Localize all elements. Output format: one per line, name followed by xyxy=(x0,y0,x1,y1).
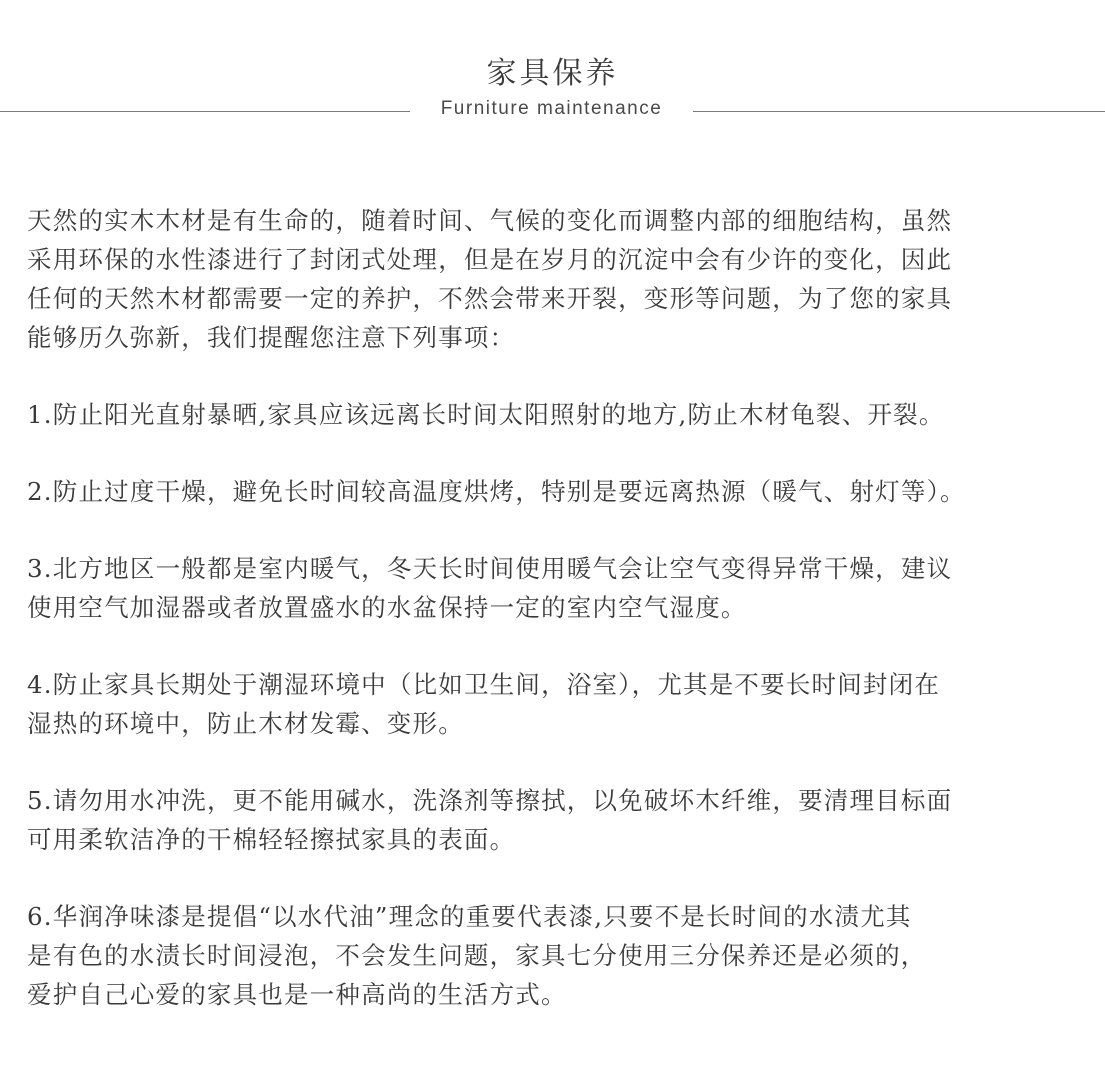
intro-line: 天然的实木木材是有生命的，随着时间、气候的变化而调整内部的细胞结构，虽然 xyxy=(27,206,953,235)
tip-item-3 xyxy=(27,549,1087,627)
intro-line: 采用环保的水性漆进行了封闭式处理，但是在岁月的沉淀中会有少许的变化，因此 xyxy=(27,245,953,274)
tip-line: 爱护自己心爱的家具也是一种高尚的生活方式。 xyxy=(27,980,567,1009)
tip-item-4 xyxy=(27,665,1087,743)
tip-line: 湿热的环境中，防止木材发霉、变形。 xyxy=(27,709,464,738)
tip-item-1 xyxy=(27,395,1087,434)
tip-item-6 xyxy=(27,897,1087,1014)
divider-left xyxy=(0,111,410,112)
intro-paragraph xyxy=(27,201,1087,357)
intro-line: 能够历久弥新，我们提醒您注意下列事项： xyxy=(27,323,516,352)
tip-line: 是有色的水渍长时间浸泡，不会发生问题，家具七分使用三分保养还是必须的， xyxy=(27,941,927,970)
tip-line: 1.防止阳光直射暴晒,家具应该远离长时间太阳照射的地方,防止木材龟裂、开裂。 xyxy=(27,400,945,429)
tip-line: 6.华润净味漆是提倡“以水代油”理念的重要代表漆,只要不是长时间的水渍尤其 xyxy=(27,902,912,931)
tip-line: 4.防止家具长期处于潮湿环境中（比如卫生间，浴室），尤其是不要长时间封闭在 xyxy=(27,670,941,699)
tip-item-5 xyxy=(27,781,1087,859)
tip-line: 5.请勿用水冲洗，更不能用碱水，洗涤剂等擦拭，以免破坏木纤维，要清理目标面 xyxy=(27,786,953,815)
intro-line: 任何的天然木材都需要一定的养护，不然会带来开裂，变形等问题，为了您的家具 xyxy=(27,284,953,313)
maintenance-content xyxy=(27,201,1087,1052)
page-title: 家具保养 xyxy=(486,56,619,91)
tip-line: 可用柔软洁净的干棉轻轻擦拭家具的表面。 xyxy=(27,825,516,854)
page-subtitle: Furniture maintenance xyxy=(440,98,663,119)
divider-right xyxy=(693,111,1105,112)
tip-line: 使用空气加湿器或者放置盛水的水盆保持一定的室内空气湿度。 xyxy=(27,593,747,622)
tip-line: 3.北方地区一般都是室内暖气，冬天长时间使用暖气会让空气变得异常干燥，建议 xyxy=(27,554,953,583)
tip-item-2 xyxy=(27,472,1087,511)
tip-line: 2.防止过度干燥，避免长时间较高温度烘烤，特别是要远离热源（暖气、射灯等）。 xyxy=(27,477,966,506)
